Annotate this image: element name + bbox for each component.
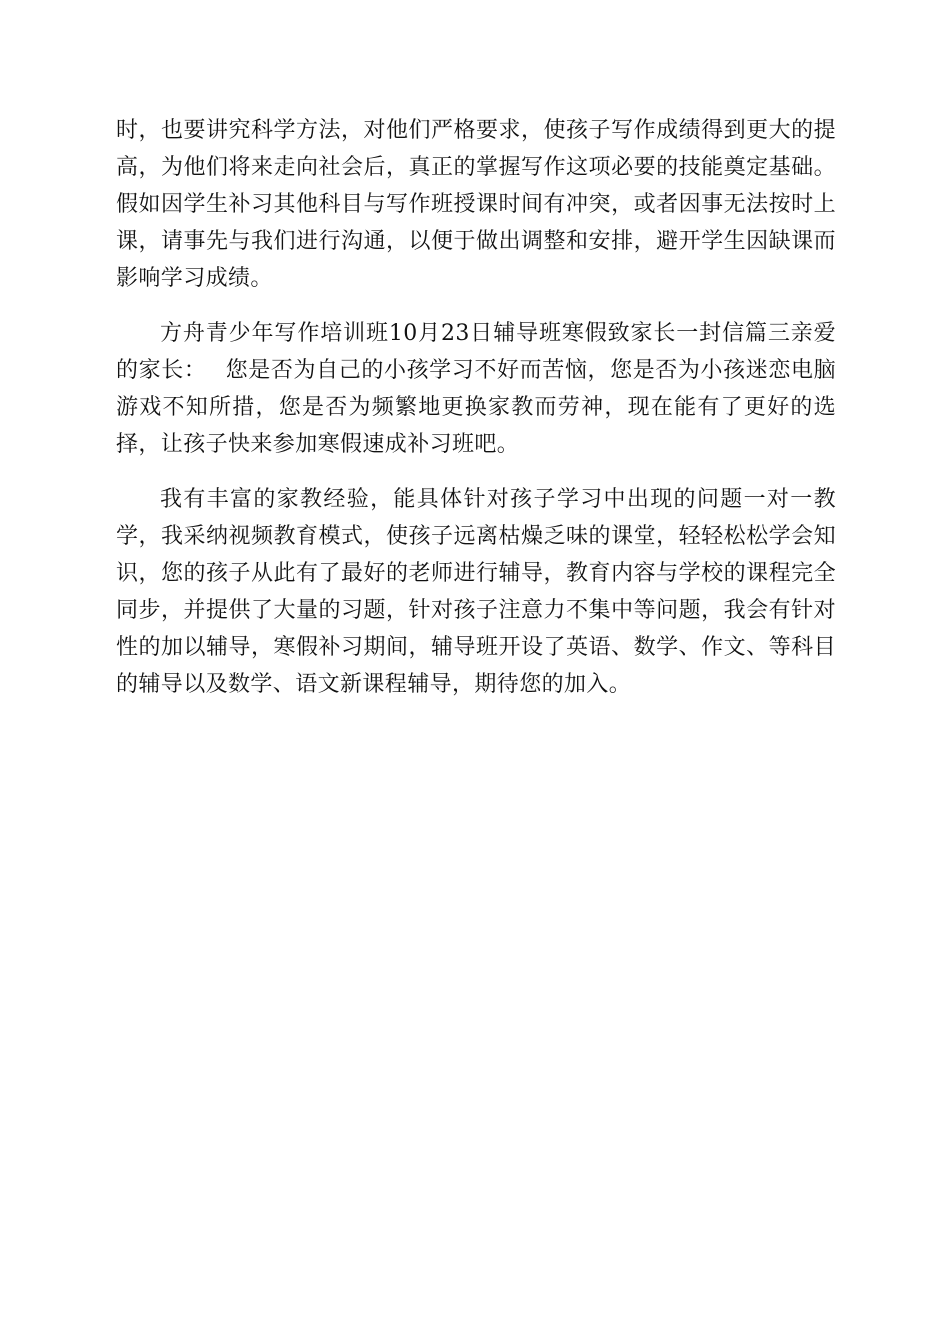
- document-body: [116, 112, 836, 703]
- paragraph-2: 方舟青少年写作培训班10月23日辅导班寒假致家长一封信篇三亲爱的家长： 您是否为自己的小孩学习不好而苦恼，您是否为小孩迷恋电脑游戏不知所措，您是否为频繁地更换家教而劳神，现在能有了更好的选择，让孩子快来参加寒假速成补习班吧。: [116, 321, 836, 457]
- paragraph-3: 我有丰富的家教经验，能具体针对孩子学习中出现的问题一对一教学，我采纳视频教育模式，使孩子远离枯燥乏味的课堂，轻轻松松学会知识，您的孩子从此有了最好的老师进行辅导，教育内容与学校的课程完全同步，并提供了大量的习题，针对孩子注意力不集中等问题，我会有针对性的加以辅导，寒假补习期间，辅导班开设了英语、数学、作文、等科目的辅导以及数学、语文新课程辅导，期待您的加入。: [116, 487, 836, 697]
- paragraph-1: 时，也要讲究科学方法，对他们严格要求，使孩子写作成绩得到更大的提高，为他们将来走向社会后，真正的掌握写作这项必要的技能奠定基础。假如因学生补习其他科目与写作班授课时间有冲突，或者因事无法按时上课，请事先与我们进行沟通，以便于做出调整和安排，避开学生因缺课而影响学习成绩。: [116, 118, 836, 291]
